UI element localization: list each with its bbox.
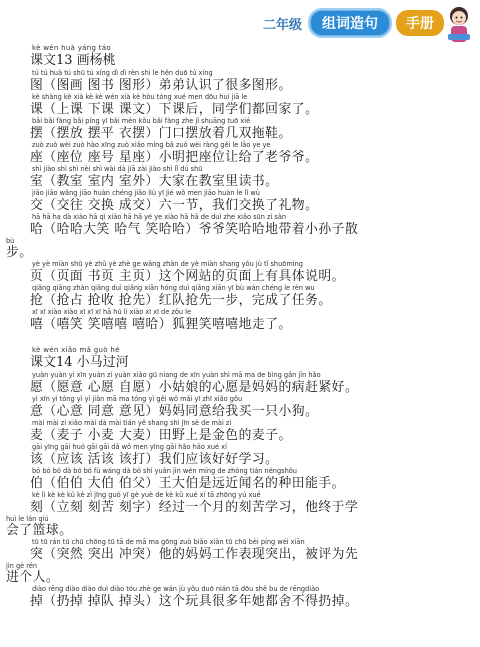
unit-title xyxy=(30,44,470,69)
row-pinyin: jiāo jiāo wǎng jiāo huàn chéng jiāo liù yī jié wǒ men jiāo huàn le lǐ wù xyxy=(32,189,260,197)
row-pinyin: kè shàng kè xià kè kè wén xià kè hòu tóng xué men dōu huí jiā le xyxy=(32,93,248,101)
row-text: 嘻（嘻笑 笑嘻嘻 嘻哈）狐狸笑嘻嘻地走了。 xyxy=(30,317,292,332)
row-text: 抢（抢占 抢收 抢先）红队抢先一步，完成了任务。 xyxy=(30,293,332,308)
word-row xyxy=(30,395,470,419)
book-badge: 手册 xyxy=(396,10,444,36)
word-row xyxy=(6,213,470,260)
row-pinyin: mài mài zi xiǎo mài dà mài tián yě shang shì jīn sè de mài zi xyxy=(32,419,232,427)
row-text: 突（突然 突出 冲突）他的妈妈工作表现突出，被评为先 xyxy=(30,547,359,562)
word-row xyxy=(30,284,470,308)
word-row xyxy=(30,69,470,93)
row-text: 页（页面 书页 主页）这个网站的页面上有具体说明。 xyxy=(30,269,345,284)
unit-lesson-13 xyxy=(6,44,470,332)
row-cont-text: 会了篮球。 xyxy=(6,523,73,538)
row-pinyin: kè lì kè kè kǔ kè zì jīng guò yī gè yuè de kè kǔ xué xí tā zhōng yú xué xyxy=(32,491,261,499)
word-row xyxy=(30,443,470,467)
unit-title xyxy=(30,346,470,371)
word-row xyxy=(30,467,470,491)
word-row xyxy=(30,117,470,141)
row-pinyin: bó bó bó dà bó bó fù wáng dà bó shì yuǎn jìn wén míng de zhòng tián néngshǒu xyxy=(32,467,297,475)
word-row xyxy=(30,93,470,117)
row-text: 愿（愿意 心愿 自愿）小姑娘的心愿是妈妈的病赶紧好。 xyxy=(30,380,359,395)
row-pinyin: tú tú huà tú shū tú xíng dì dì rèn shi le hěn duō tú xíng xyxy=(32,69,213,77)
row-pinyin: xī xī xiào xiào xī xī xī hā hú li xiào xī xī de zǒu le xyxy=(32,308,192,316)
row-text: 交（交往 交换 成交）六一节，我们交换了礼物。 xyxy=(30,198,319,213)
series-badge: 组词造句 xyxy=(308,8,392,38)
row-pinyin: bǎi bǎi fàng bǎi píng yī bǎi mén kǒu bǎi fàng zhe jǐ shuāng tuō xié xyxy=(32,117,251,125)
row-text: 刻（立刻 刻苦 刻字）经过一个月的刻苦学习，他终于学 xyxy=(30,500,359,515)
row-text: 麦（麦子 小麦 大麦）田野上是金色的麦子。 xyxy=(30,428,292,443)
row-pinyin: hā hā ha dà xiào hā qì xiào hā hā yé ye xiào hā hā de duì zhe xiǎo sūn zi sàn xyxy=(32,213,287,221)
word-row xyxy=(30,419,470,443)
row-text: 摆（摆放 摆平 衣摆）门口摆放着几双拖鞋。 xyxy=(30,126,292,141)
row-text: 伯（伯伯 大伯 伯父）王大伯是远近闻名的种田能手。 xyxy=(30,476,345,491)
word-row xyxy=(30,141,470,165)
row-cont-pinyin: huì le lán qiú xyxy=(6,515,49,523)
word-row xyxy=(6,491,470,538)
row-text: 该（应该 活该 该打）我们应该好好学习。 xyxy=(30,452,279,467)
row-pinyin: diào rēng diào diào duì diào tóu zhè ge wán jù yǒu duō nián tā dōu shě bu de rēngdiào xyxy=(32,585,320,593)
row-pinyin: qiǎng qiǎng zhàn qiǎng duì qiǎng xiān hóng duì qiǎng xiān yī bù wán chéng le rèn wu xyxy=(32,284,315,292)
title-text: 课文13 画杨桃 xyxy=(30,53,116,68)
row-pinyin: shì jiào shì shì nèi shì wài dà jiā zài jiào shì lǐ dú shū xyxy=(32,165,203,173)
row-pinyin: gāi yīng gāi huó gāi gāi dǎ wǒ men yīng gāi hǎo hǎo xué xí xyxy=(32,443,227,451)
word-row xyxy=(30,189,470,213)
title-pinyin: kè wén xiǎo mǎ guò hé xyxy=(32,346,120,354)
row-pinyin: zuò zuò wèi zuò hào xīng zuò xiǎo míng bǎ zuò wèi ràng gěi le lǎo ye ye xyxy=(32,141,271,149)
row-text: 意（心意 同意 意见）妈妈同意给我买一只小狗。 xyxy=(30,404,319,419)
word-row xyxy=(30,308,470,332)
row-text: 课（上课 下课 课文）下课后，同学们都回家了。 xyxy=(30,102,319,117)
row-text: 室（教室 室内 室外）大家在教室里读书。 xyxy=(30,174,279,189)
grade-label: 二年级 xyxy=(262,17,302,33)
lesson-content xyxy=(6,40,470,609)
word-row xyxy=(6,538,470,585)
word-row xyxy=(30,585,470,609)
row-text: 座（座位 座号 星座）小明把座位让给了老爷爷。 xyxy=(30,150,319,165)
word-row xyxy=(30,165,470,189)
row-pinyin: tū tū rán tū chū chōng tū tā de mā ma gōng zuò biǎo xiàn tū chū bèi píng wéi xiān xyxy=(32,538,305,546)
row-pinyin: yè yè miàn shū yè zhǔ yè zhè ge wǎng zhàn de yè miàn shang yǒu jù tǐ shuōming xyxy=(32,260,303,268)
word-row xyxy=(30,371,470,395)
title-text: 课文14 小马过河 xyxy=(30,355,129,370)
header-banner xyxy=(263,8,444,38)
row-cont-pinyin: jìn gè rén xyxy=(6,562,38,570)
row-pinyin: yuàn yuàn yì xīn yuàn zì yuàn xiǎo gū niang de xīn yuàn shì mā ma de bìng gǎn jǐn hǎo xyxy=(32,371,321,379)
row-text: 掉（扔掉 掉队 掉头）这个玩具很多年她都舍不得扔掉。 xyxy=(30,594,359,609)
row-cont-pinyin: bù xyxy=(6,237,15,245)
row-cont-text: 步。 xyxy=(6,245,33,260)
word-row xyxy=(30,260,470,284)
row-text: 哈（哈哈大笑 哈气 笑哈哈）爷爷笑哈哈地带着小孙子散 xyxy=(30,222,359,237)
unit-lesson-14 xyxy=(6,346,470,609)
title-pinyin: kè wén huà yáng táo xyxy=(32,44,111,52)
row-text: 图（图画 图书 图形）弟弟认识了很多图形。 xyxy=(30,78,292,93)
row-cont-text: 进个人。 xyxy=(6,570,60,585)
row-pinyin: yì xīn yì tóng yì yì jiàn mā ma tóng yì gěi wǒ mǎi yī zhī xiǎo gǒu xyxy=(32,395,243,403)
